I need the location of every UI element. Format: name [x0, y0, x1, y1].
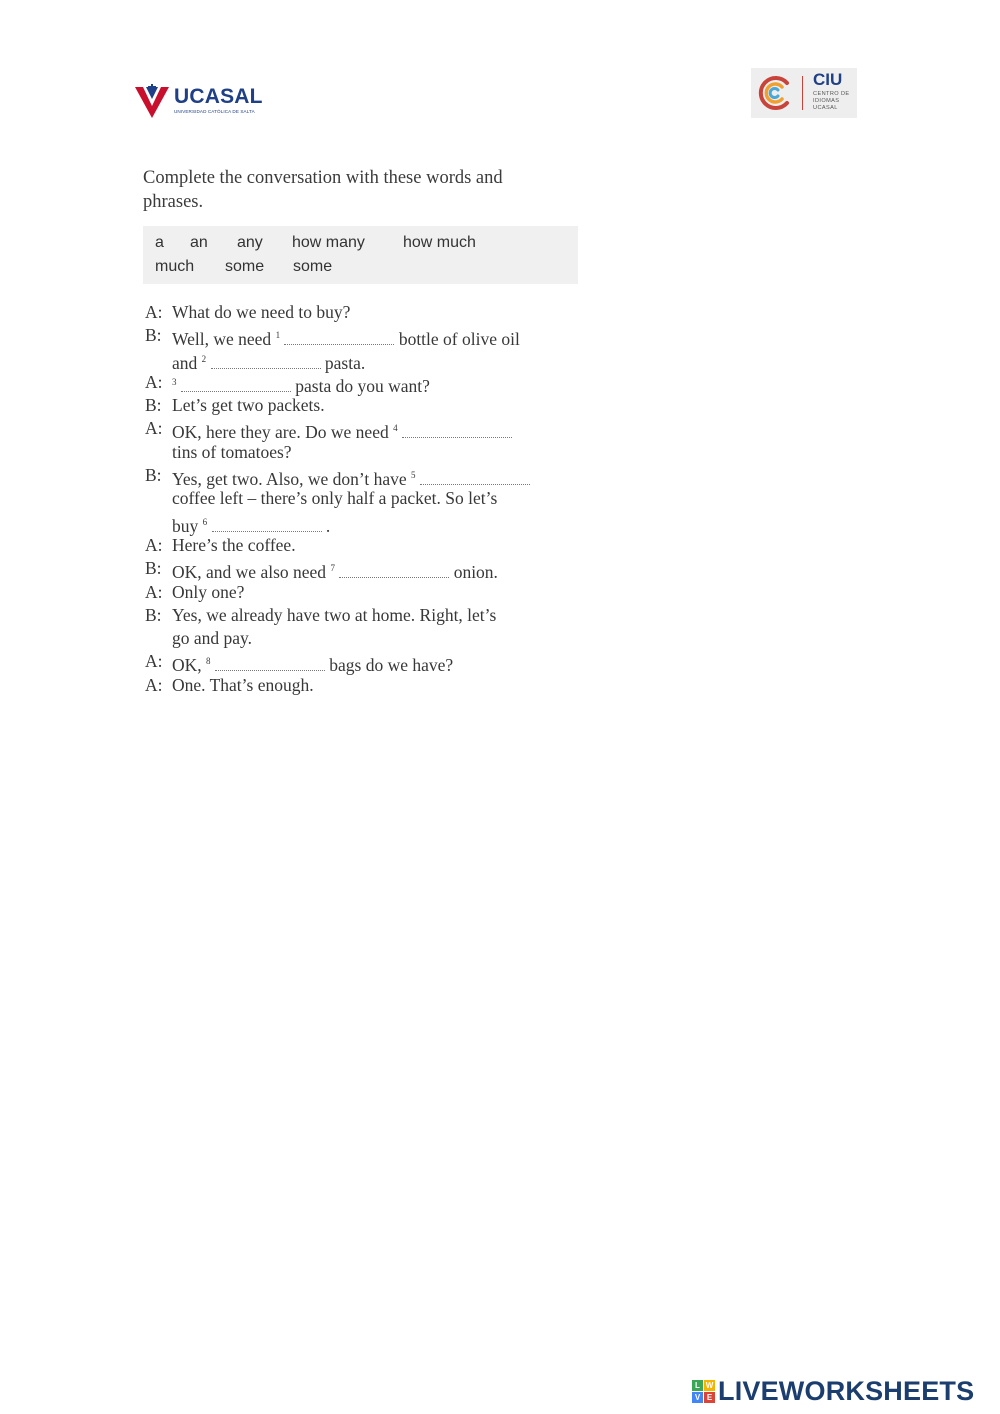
- dialogue-line: [145, 604, 595, 627]
- lws-cell: V: [692, 1392, 703, 1403]
- dialogue-line: [145, 371, 595, 394]
- dialogue-text: [172, 301, 350, 324]
- ciu-divider: [802, 76, 803, 110]
- word-bank-item: how many: [292, 234, 365, 251]
- word-bank-item: any: [237, 234, 263, 251]
- lws-cell: W: [705, 1381, 714, 1390]
- dialogue-line: [145, 534, 595, 557]
- dialogue-line: [145, 417, 595, 443]
- speaker-label: A:: [145, 371, 163, 392]
- word-bank-item: some: [293, 258, 333, 275]
- ciu-emblem-icon: [755, 73, 795, 113]
- text-segment: OK, here they are. Do we need: [172, 422, 394, 443]
- lws-cell: E: [704, 1392, 715, 1403]
- speaker-label: B:: [145, 558, 162, 579]
- dialogue-line: [145, 301, 595, 324]
- dialogue-line: [145, 511, 595, 534]
- text-segment: bags do we have?: [324, 655, 454, 676]
- speaker-label: A:: [145, 534, 163, 555]
- text-segment: go and pay.: [172, 628, 253, 649]
- dialogue-text: [172, 394, 325, 417]
- text-segment: One. That’s enough.: [172, 674, 314, 695]
- text-segment: pasta.: [320, 352, 366, 373]
- dialogue-line: [145, 324, 595, 350]
- exercise-instruction: [143, 166, 583, 214]
- ciu-logo: [751, 68, 857, 118]
- answer-blank[interactable]: [402, 423, 512, 438]
- text-segment: Well, we need: [172, 329, 276, 350]
- text-segment: onion.: [449, 562, 498, 583]
- answer-blank[interactable]: [212, 517, 322, 532]
- gap-number: 7: [330, 563, 335, 574]
- ciu-line-1: CENTRO DE: [813, 91, 850, 97]
- ciu-name: CIU: [813, 70, 843, 89]
- gap-number: 3: [172, 376, 177, 387]
- gap-number: 1: [275, 330, 281, 341]
- speaker-label: B:: [145, 395, 162, 416]
- word-bank: [143, 226, 578, 284]
- liveworksheets-brand: LIVEWORKSHEETS: [718, 1376, 975, 1406]
- dialogue-line: [145, 464, 595, 490]
- text-segment: Yes, we already have two at home. Right, let’s: [172, 604, 497, 625]
- word-bank-item: an: [190, 234, 208, 251]
- dialogue-line: [145, 650, 595, 676]
- word-bank-item: much: [155, 258, 195, 275]
- answer-blank[interactable]: [420, 470, 530, 485]
- word-bank-item: a: [155, 234, 164, 251]
- dialogue-line: [145, 487, 595, 510]
- speaker-label: B:: [145, 604, 162, 625]
- text-segment: and: [172, 352, 202, 373]
- ucasal-name: UCASAL: [174, 85, 263, 108]
- answer-blank[interactable]: [211, 354, 321, 369]
- answer-blank[interactable]: [215, 656, 325, 671]
- speaker-label: A:: [145, 418, 163, 439]
- dialogue-line: [145, 674, 595, 697]
- ucasal-subtitle: UNIVERSIDAD CATÓLICA DE SALTA: [174, 109, 255, 114]
- instruction-line-2: phrases.: [143, 192, 204, 212]
- text-segment: OK,: [172, 655, 207, 676]
- dialogue-line: [145, 348, 595, 371]
- ciu-line-2: IDIOMAS: [813, 98, 840, 104]
- gap-number: 5: [411, 470, 416, 481]
- dialogue: [145, 301, 595, 697]
- dialogue-text: [172, 487, 497, 510]
- text-segment: coffee left – there’s only half a packet. So let’s: [172, 488, 498, 509]
- dialogue-text: [172, 581, 244, 604]
- text-segment: bottle of olive oil: [394, 329, 520, 350]
- speaker-label: B:: [145, 325, 162, 346]
- dialogue-line: [145, 581, 595, 604]
- answer-blank[interactable]: [284, 330, 394, 345]
- gap-number: 2: [201, 353, 207, 364]
- speaker-label: A:: [145, 674, 163, 695]
- dialogue-text: [172, 604, 496, 627]
- gap-number: 6: [202, 516, 208, 527]
- speaker-label: B:: [145, 465, 162, 486]
- dialogue-line: [145, 627, 595, 650]
- text-segment: pasta do you want?: [290, 375, 430, 396]
- word-bank-item: how much: [403, 234, 476, 251]
- speaker-label: A:: [145, 581, 163, 602]
- text-segment: Here’s the coffee.: [172, 534, 296, 555]
- dialogue-text: [172, 441, 292, 464]
- word-bank-item: some: [225, 258, 265, 275]
- text-segment: tins of tomatoes?: [172, 441, 292, 462]
- ucasal-logo: [134, 84, 274, 120]
- liveworksheets-grid-icon: [692, 1380, 716, 1404]
- ciu-line-3: UCASAL: [813, 105, 838, 111]
- dialogue-text: [172, 627, 252, 650]
- answer-blank[interactable]: [181, 377, 291, 392]
- gap-number: 4: [393, 423, 398, 434]
- answer-blank[interactable]: [339, 563, 449, 578]
- dialogue-line: [145, 557, 595, 583]
- dialogue-text: [172, 534, 296, 557]
- dialogue-line: [145, 441, 595, 464]
- speaker-label: A:: [145, 651, 163, 672]
- dialogue-text: [172, 674, 314, 697]
- lws-cell: L: [692, 1380, 703, 1391]
- text-segment: Let’s get two packets.: [172, 395, 325, 416]
- gap-number: 8: [206, 656, 211, 667]
- dialogue-line: [145, 394, 595, 417]
- text-segment: Yes, get two. Also, we don’t have: [172, 469, 412, 490]
- instruction-line-1: Complete the conversation with these words and: [143, 168, 503, 188]
- text-segment: .: [321, 515, 331, 536]
- text-segment: Only one?: [172, 581, 245, 602]
- text-segment: OK, and we also need: [172, 562, 331, 583]
- ucasal-emblem-icon: [134, 84, 170, 120]
- text-segment: What do we need to buy?: [172, 302, 351, 322]
- speaker-label: A:: [145, 302, 163, 322]
- text-segment: buy: [172, 515, 203, 536]
